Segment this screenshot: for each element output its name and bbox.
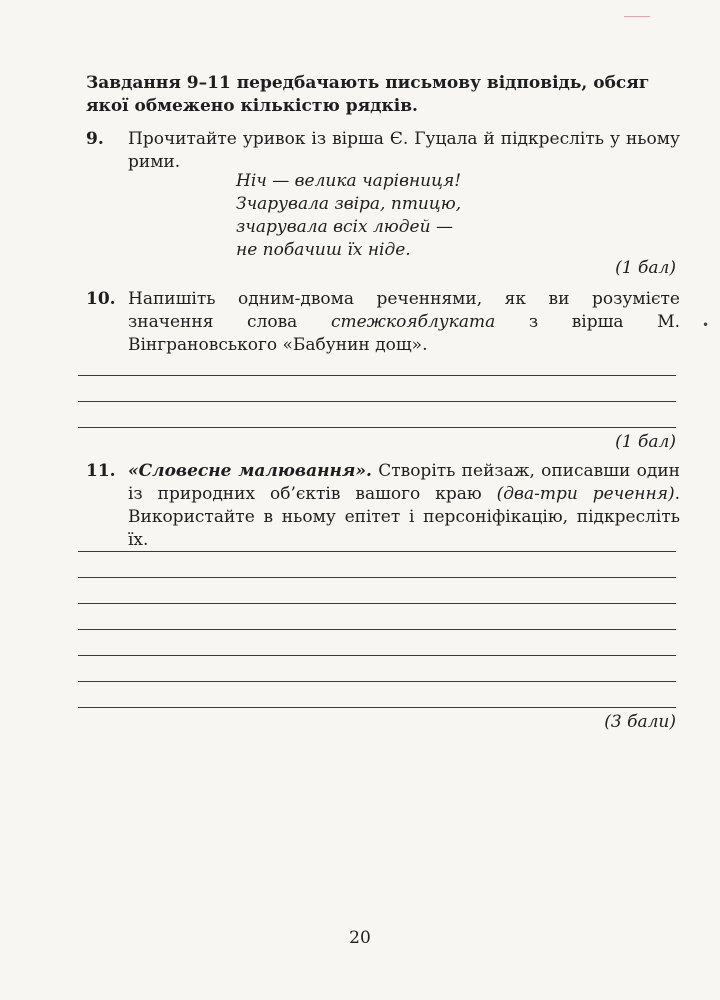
task-10-text xyxy=(128,288,680,357)
task-10-number: 10. xyxy=(86,289,116,309)
task-11-points: (3 бали) xyxy=(604,712,676,732)
corner-mark xyxy=(624,16,650,17)
task-11-text xyxy=(128,460,680,552)
task-10-text-part: з вірша М. Вінграновського «Бабунин дощ». xyxy=(128,312,680,355)
poem-line: зчарувала всіх людей — xyxy=(236,217,453,237)
task-11-title: «Словесне малювання». xyxy=(128,461,372,481)
answer-line[interactable] xyxy=(78,603,676,604)
task-9-points: (1 бал) xyxy=(615,258,676,278)
task-10-text-part: Напишіть одним-двома реченнями, як ви розумієте значення слова xyxy=(128,289,680,332)
task-10-points: (1 бал) xyxy=(615,432,676,452)
answer-line[interactable] xyxy=(78,577,676,578)
answer-line[interactable] xyxy=(78,375,676,376)
task-11-text-part: Створіть пейзаж, описавши один із природних об’єктів вашого краю xyxy=(128,461,680,504)
answer-line[interactable] xyxy=(78,551,676,552)
poem-excerpt xyxy=(236,170,461,262)
task-11-number: 11. xyxy=(86,461,116,481)
answer-line[interactable] xyxy=(78,681,676,682)
task-11 xyxy=(86,460,680,552)
task-10 xyxy=(86,288,680,357)
answer-line[interactable] xyxy=(78,629,676,630)
answer-line[interactable] xyxy=(78,427,676,428)
task-11-text-part: . Використайте в ньому епітет і персоніфікацію, підкресліть їх. xyxy=(128,484,680,550)
task-11-hint: (два-три речення) xyxy=(496,484,675,504)
task-9-text: Прочитайте уривок із вірша Є. Гуцала й підкресліть у ньому рими. xyxy=(128,129,680,172)
task-9 xyxy=(86,128,680,174)
task-9-number: 9. xyxy=(86,129,104,149)
answer-line[interactable] xyxy=(78,401,676,402)
answer-line[interactable] xyxy=(78,707,676,708)
page-number: 20 xyxy=(349,928,371,948)
poem-line: Зчарувала звіра, птицю, xyxy=(236,194,462,214)
poem-line: Ніч — велика чарівниця! xyxy=(236,171,462,191)
poem-line: не побачиш їх ніде. xyxy=(236,240,411,260)
answer-line[interactable] xyxy=(78,655,676,656)
section-intro: Завдання 9–11 передбачають письмову відповідь, обсяг якої обмежено кількістю рядків. xyxy=(86,73,650,116)
task-10-keyword: стежкояблуката xyxy=(330,312,496,332)
margin-dot: • xyxy=(702,318,710,332)
